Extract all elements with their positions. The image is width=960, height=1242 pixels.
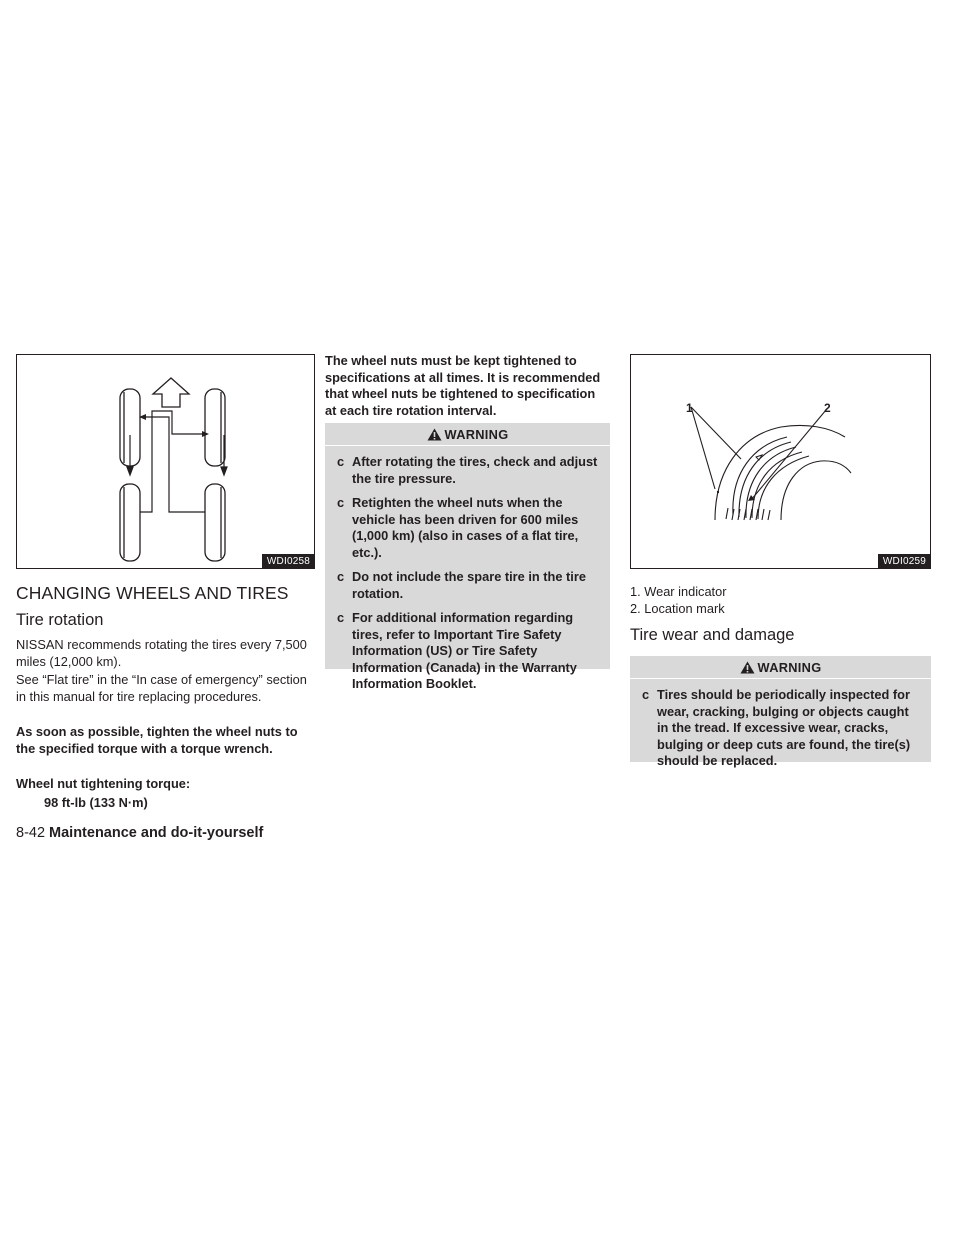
warning-list: [630, 687, 929, 770]
warning-header: [325, 423, 610, 446]
warning-header: [630, 656, 931, 679]
wheel-nut-intro-text: The wheel nuts must be kept tightened to specifications at all times. It is recommended that wheel nuts be tightened to specification at each tire rotation interval.: [325, 353, 601, 418]
section-title: Maintenance and do-it-yourself: [49, 825, 264, 841]
list-item: c Do not include the spare tire in the tire rotation.: [337, 569, 586, 601]
torque-label: Wheel nut tightening torque:: [16, 776, 191, 791]
warning-icon: [427, 428, 442, 441]
warning-icon: [740, 661, 755, 674]
bullet: c: [337, 495, 345, 510]
torque-value: 98 ft-lb (133 N·m): [44, 795, 148, 810]
section-heading: CHANGING WHEELS AND TIRES: [16, 583, 289, 603]
caption-location-mark: 2. Location mark: [630, 601, 725, 616]
warning-title: WARNING: [444, 426, 509, 442]
torque-instruction-text: As soon as possible, tighten the wheel nuts to the specified torque with a torque wrench.: [16, 724, 298, 756]
bullet: c: [337, 454, 345, 469]
bullet: c: [642, 687, 650, 702]
rotation-interval-text: NISSAN recommends rotating the tires every 7,500 miles (12,000 km).: [16, 637, 307, 669]
tire-rotation-diagram: [17, 355, 314, 568]
warning-title: WARNING: [757, 659, 822, 675]
tire-wear-diagram: [631, 355, 930, 568]
bullet: c: [337, 569, 345, 584]
page-number: 8-42: [16, 825, 46, 841]
tire-wear-figure: [630, 354, 931, 569]
list-item: c Retighten the wheel nuts when the vehicle has been driven for 600 miles (1,000 km) (also in cases of a flat tire, etc.).: [337, 495, 579, 560]
subheading-tire-rotation: Tire rotation: [16, 611, 104, 629]
tire-rotation-figure: [16, 354, 315, 569]
caption-wear-indicator: 1. Wear indicator: [630, 584, 727, 599]
subheading-tire-wear: Tire wear and damage: [630, 626, 795, 644]
tire-wear-warning-box: [630, 656, 931, 768]
callout-1: 1: [686, 401, 693, 415]
list-item: c For additional information regarding tires, refer to Important Tire Safety Information (US) or Tire Safety Information (Canada) in the Warranty Information Booklet.: [337, 610, 577, 691]
flat-tire-reference-text: See “Flat tire” in the “In case of emergency” section in this manual for tire replacing procedures.: [16, 672, 307, 704]
figure-code: WDI0258: [262, 554, 314, 568]
bullet: c: [337, 610, 345, 625]
figure-code: WDI0259: [878, 554, 930, 568]
page-footer: [16, 824, 263, 842]
warning-list: [325, 454, 609, 693]
list-item: c After rotating the tires, check and adjust the tire pressure.: [337, 454, 598, 486]
list-item: c Tires should be periodically inspected for wear, cracking, bulging or objects caught in the tread. If excessive wear, cracks, bulging or deep cuts are found, the tire(s) should be replaced.: [642, 687, 911, 768]
rotation-warning-box: [325, 423, 610, 691]
callout-2: 2: [824, 401, 831, 415]
